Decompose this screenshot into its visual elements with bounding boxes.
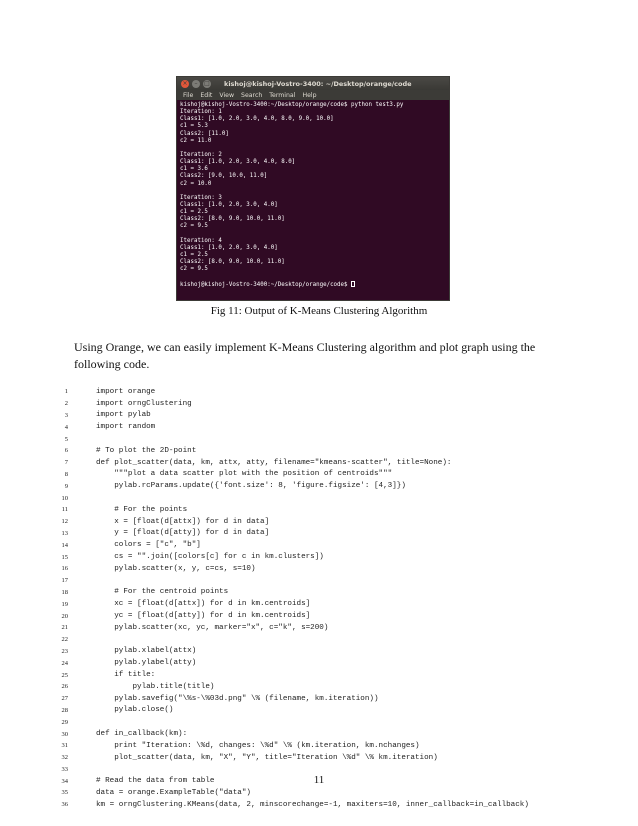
line-number: 11 (61, 506, 68, 514)
terminal-line: Iteration: 3 (180, 194, 222, 201)
terminal-line: Iteration: 4 (180, 237, 222, 244)
window-title: kishoj@kishoj-Vostro-3400: ~/Desktop/orange/code (224, 79, 412, 88)
menu-view[interactable]: View (219, 91, 235, 99)
menu-help[interactable]: Help (302, 91, 317, 99)
code-text: def in_callback(km): (96, 730, 188, 738)
terminal-line: Class2: [8.0, 9.0, 10.0, 11.0] (180, 259, 285, 266)
terminal-line: Class2: [11.0] (180, 130, 229, 137)
code-text: xc = [float(d[attx]) for d in km.centroids] (96, 600, 311, 609)
terminal-line (180, 273, 447, 280)
terminal-line: Class1: [1.0, 2.0, 3.0, 4.0, 8.0] (180, 159, 296, 166)
code-text: import orange (96, 387, 156, 396)
code-line (58, 480, 618, 492)
code-text: pylab.close() (96, 706, 174, 715)
code-text: import orngClustering (96, 399, 192, 408)
code-text: pylab.scatter(xc, yc, marker="x", c="k", s=200) (96, 623, 329, 632)
line-number: 28 (61, 706, 68, 714)
code-text: pylab.scatter(x, y, c=cs, s=10) (96, 564, 256, 573)
code-line (58, 799, 618, 811)
line-number: 10 (61, 494, 68, 502)
code-text: data = orange.ExampleTable("data") (96, 788, 251, 797)
close-icon[interactable]: × (182, 79, 188, 87)
line-number: 26 (61, 683, 68, 691)
terminal-line: c1 = 2.5 (180, 209, 208, 216)
code-line (58, 504, 618, 516)
line-number: 31 (61, 742, 68, 750)
code-line (58, 681, 618, 693)
code-line (58, 728, 618, 740)
line-number: 29 (61, 718, 68, 726)
code-line (58, 563, 618, 575)
body-paragraph: Using Orange, we can easily implement K-Means Clustering algorithm and plot graph using the following code. (74, 340, 536, 371)
code-line (58, 705, 618, 717)
code-text: pylab.title(title) (96, 682, 215, 691)
terminal-line: Class1: [1.0, 2.0, 3.0, 4.0, 8.0, 9.0, 10.0] (180, 116, 334, 123)
minimize-icon[interactable]: – (192, 80, 200, 88)
line-number: 32 (61, 754, 68, 762)
code-line (58, 634, 618, 646)
line-number: 12 (61, 518, 68, 526)
line-number: 16 (61, 565, 68, 573)
line-number: 2 (64, 400, 68, 408)
terminal-line: Iteration: 1 (180, 109, 222, 116)
code-text: pylab.rcParams.update({'font.size': 8, 'figure.figsize': [4,3]}) (96, 482, 406, 491)
code-line (58, 575, 618, 587)
code-line (58, 669, 618, 681)
terminal-screenshot (176, 76, 450, 301)
line-number: 20 (61, 612, 68, 620)
code-line (58, 598, 618, 610)
code-text: # For the points (96, 505, 188, 514)
code-line (58, 433, 618, 445)
code-text: pylab.savefig("\%s-\%03d.png" \% (filename, km.iteration)) (96, 694, 379, 703)
code-text: km = orngClustering.KMeans(data, 2, minscorechange=-1, maxiters=10, inner_callback=in_callback) (96, 800, 529, 809)
code-text: print "Iteration: \%d, changes: \%d" \% (km.iteration, km.nchanges) (96, 741, 420, 750)
terminal-line: Class2: [9.0, 10.0, 11.0] (180, 173, 268, 180)
terminal-line: c1 = 2.5 (180, 251, 208, 258)
code-line (58, 421, 618, 433)
code-line (58, 539, 618, 551)
line-number: 22 (61, 636, 68, 644)
code-line (58, 457, 618, 469)
code-text: x = [float(d[attx]) for d in data] (96, 517, 270, 526)
terminal-line: Class1: [1.0, 2.0, 3.0, 4.0] (180, 201, 278, 208)
terminal-menubar (177, 90, 449, 100)
line-number: 5 (64, 435, 68, 443)
line-number: 15 (61, 553, 68, 561)
code-line (58, 587, 618, 599)
line-number: 18 (61, 588, 68, 596)
menu-terminal[interactable]: Terminal (269, 91, 296, 99)
line-number: 14 (61, 541, 68, 549)
terminal-line: kishoj@kishoj-Vostro-3400:~/Desktop/orange/code$ python test3.py (180, 102, 404, 108)
code-line (58, 693, 618, 705)
menu-edit[interactable]: Edit (200, 91, 213, 99)
menu-file[interactable]: File (183, 91, 194, 99)
code-text: pylab.xlabel(attx) (96, 647, 197, 656)
code-text: colors = ["c", "b"] (96, 541, 201, 550)
line-number: 17 (61, 577, 68, 585)
line-number: 21 (61, 624, 68, 632)
code-text: """plot a data scatter plot with the position of centroids""" (96, 470, 393, 479)
code-line (58, 469, 618, 481)
terminal-line: c2 = 10.0 (180, 180, 212, 187)
line-number: 36 (61, 801, 68, 809)
code-line (58, 551, 618, 563)
code-text: plot_scatter(data, km, "X", "Y", title="Iteration \%d" \% km.iteration) (96, 753, 438, 762)
line-number: 25 (61, 671, 68, 679)
line-number: 1 (64, 388, 68, 396)
code-text: if title: (96, 671, 156, 680)
terminal-line: Iteration: 2 (180, 151, 222, 158)
code-line (58, 622, 618, 634)
line-number: 19 (61, 600, 68, 608)
code-line (58, 657, 618, 669)
terminal-line: c1 = 3.6 (180, 166, 208, 173)
menu-search[interactable]: Search (241, 91, 263, 99)
code-text: cs = "".join([colors[c] for c in km.clusters]) (96, 553, 324, 562)
line-number: 4 (64, 423, 68, 431)
code-line (58, 528, 618, 540)
line-number: 33 (61, 765, 68, 773)
code-text: def plot_scatter(data, km, attx, atty, filename="kmeans-scatter", title=None): (96, 458, 452, 467)
terminal-line (180, 145, 447, 152)
terminal-line: c1 = 5.3 (180, 123, 208, 130)
line-number: 6 (64, 447, 68, 455)
line-number: 8 (64, 470, 68, 478)
terminal-line: c2 = 9.5 (180, 223, 208, 230)
line-number: 9 (64, 482, 68, 490)
code-text: # To plot the 2D-point (96, 446, 197, 455)
code-text: # Read the data from table (96, 777, 215, 786)
terminal-titlebar (177, 77, 449, 90)
line-number: 24 (61, 659, 68, 667)
code-line (58, 445, 618, 457)
code-line (58, 398, 618, 410)
code-text: import pylab (96, 411, 151, 420)
code-line (58, 787, 618, 799)
terminal-line (180, 231, 447, 238)
code-line (58, 716, 618, 728)
code-line (58, 646, 618, 658)
terminal-cursor (351, 281, 355, 287)
code-text: # For the centroid points (96, 588, 229, 597)
line-number: 13 (61, 529, 68, 537)
terminal-line: Class2: [8.0, 9.0, 10.0, 11.0] (180, 216, 285, 223)
line-number: 27 (61, 695, 68, 703)
terminal-output[interactable] (177, 100, 449, 288)
code-line (58, 740, 618, 752)
code-text: import random (96, 423, 156, 432)
code-text: y = [float(d[atty]) for d in data] (96, 529, 270, 538)
page-number: 11 (313, 774, 325, 786)
figure-caption: Fig 11: Output of K-Means Clustering Algorithm (210, 305, 428, 317)
line-number: 35 (61, 789, 68, 797)
terminal-line: c2 = 11.0 (180, 137, 212, 144)
terminal-line: c2 = 9.5 (180, 266, 208, 273)
code-line (58, 516, 618, 528)
terminal-line: Class1: [1.0, 2.0, 3.0, 4.0] (180, 244, 278, 251)
line-number: 7 (64, 459, 68, 467)
terminal-line (180, 188, 447, 195)
code-line (58, 410, 618, 422)
terminal-line: kishoj@kishoj-Vostro-3400:~/Desktop/orange/code$ (180, 281, 447, 288)
line-number: 34 (61, 777, 68, 785)
maximize-icon[interactable]: □ (204, 79, 210, 87)
code-line (58, 752, 618, 764)
line-number: 23 (61, 647, 68, 655)
code-line (58, 492, 618, 504)
code-text: yc = [float(d[atty]) for d in km.centroids] (96, 612, 311, 621)
code-line (58, 386, 618, 398)
code-line (58, 610, 618, 622)
line-number: 3 (64, 411, 68, 419)
code-text: pylab.ylabel(atty) (96, 659, 197, 668)
line-number: 30 (61, 730, 68, 738)
code-listing (58, 386, 618, 811)
